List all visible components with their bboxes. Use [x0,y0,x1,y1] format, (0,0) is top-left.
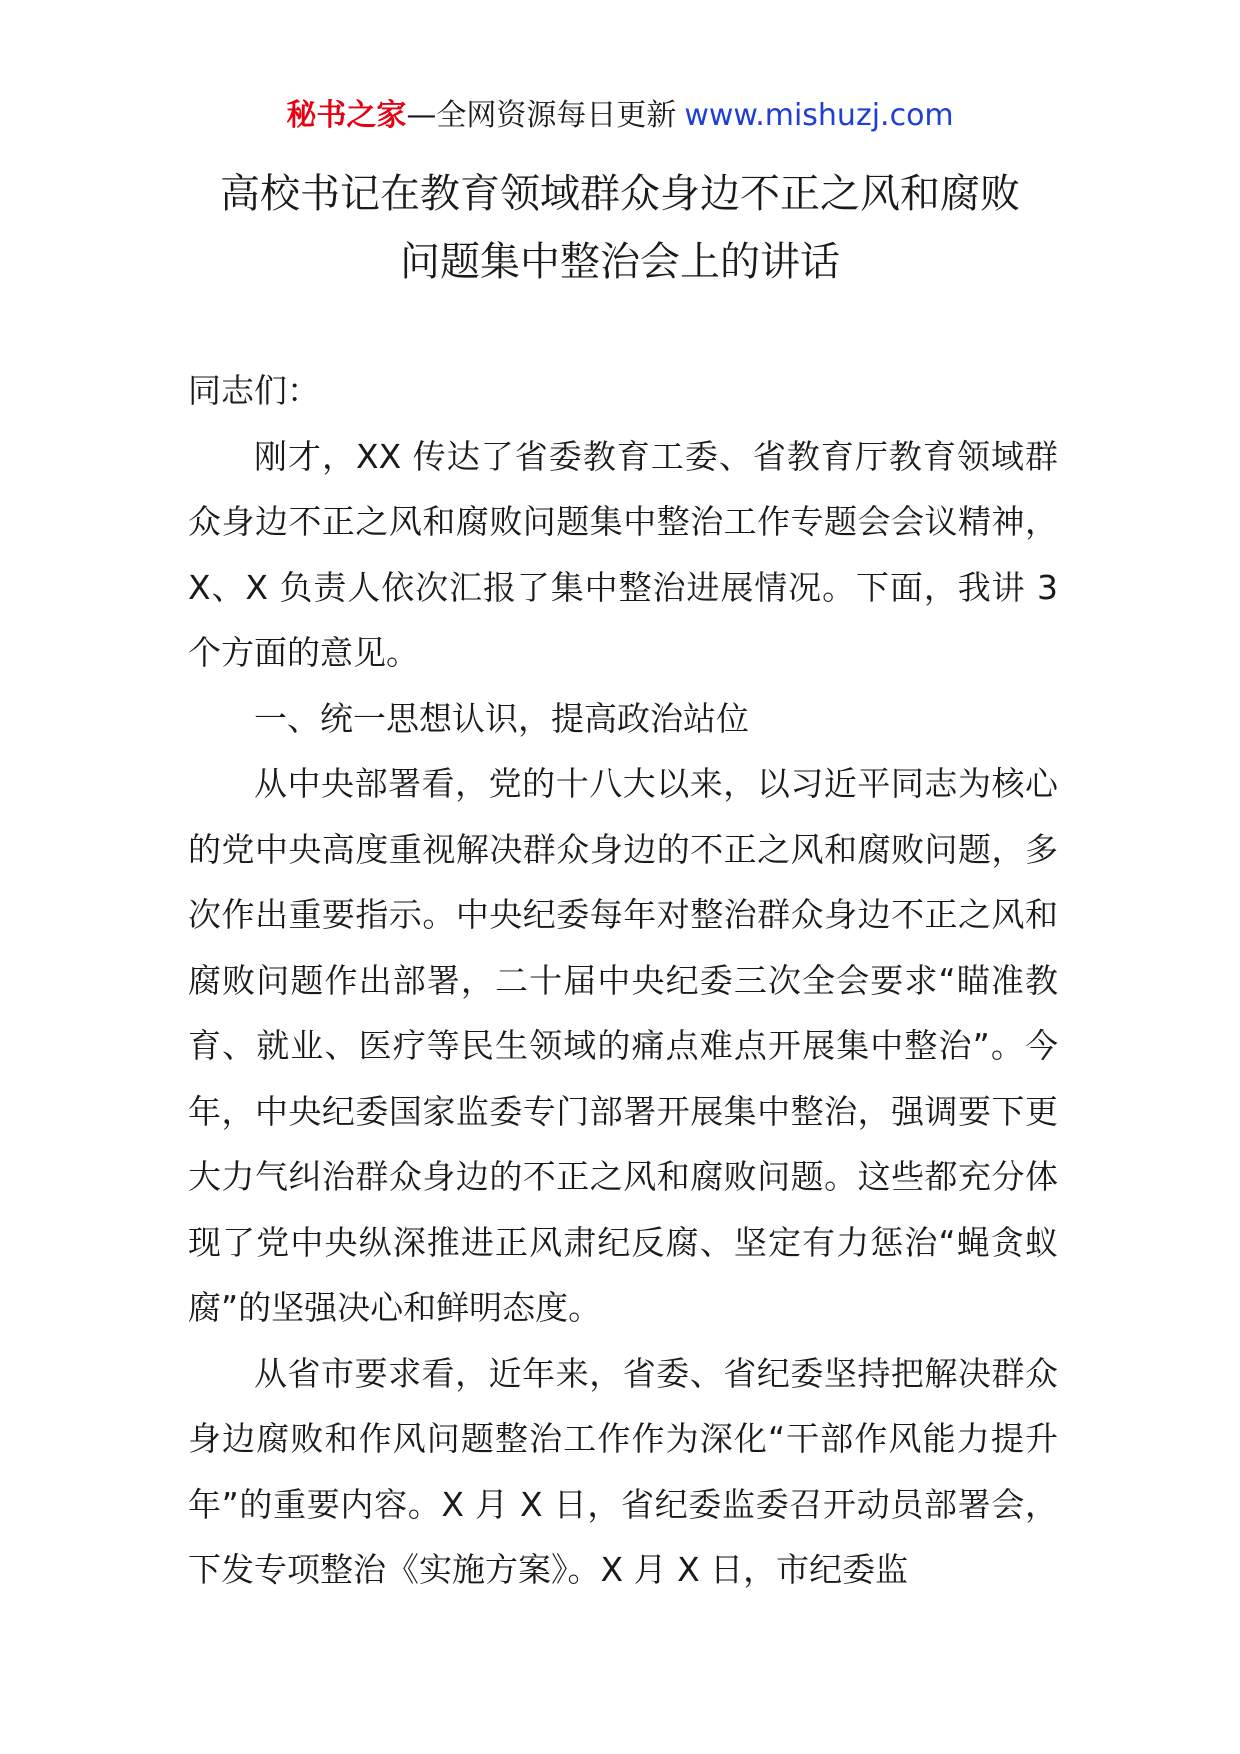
salutation: 同志们： [188,371,320,410]
paragraph: 刚才，XX 传达了省委教育工委、省教育厅教育领域群众身边不正之风和腐败问题集中整治工作专题会会议精神，X、X 负责人依次汇报了集中整治进展情况。下面，我讲 3 个方面的意见。 [188,436,1058,672]
brand-name: 秘书之家 [286,98,407,133]
document-title [150,160,1090,296]
title-line: 高校书记在教育领域群众身边不正之风和腐败 [220,171,1020,217]
document-body [188,358,1058,1603]
section-heading: 一、统一思想认识，提高政治站位 [254,698,749,738]
header-tagline: —全网资源每日更新 [406,98,677,133]
paragraph: 从中央部署看，党的十八大以来，以习近平同志为核心的党中央高度重视解决群众身边的不正之风和腐败问题，多次作出重要指示。中央纪委每年对整治群众身边不正之风和腐败问题作出部署，二十届中央纪委三次全会要求“瞄准教育、就业、医疗等民生领域的痛点难点开展集中整治”。今年，中央纪委国家监委专门部署开展集中整治，强调要下更大力气纠治群众身边的不正之风和腐败问题。这些都充分体现了党中央纵深推进正风肃纪反腐、坚定有力惩治“蝇贪蚁腐”的坚强决心和鲜明态度。 [188,764,1058,1327]
site-header [0,96,1240,136]
site-url-link[interactable]: www.mishuzj.com [684,98,954,133]
title-line: 问题集中整治会上的讲话 [400,239,840,285]
paragraph: 从省市要求看，近年来，省委、省纪委坚持把解决群众身边腐败和作风问题整治工作作为深化“干部作风能力提升年”的重要内容。X 月 X 日，省纪委监委召开动员部署会，下发专项整治《实施方案》。X 月 X 日，市纪委监 [188,1353,1058,1589]
